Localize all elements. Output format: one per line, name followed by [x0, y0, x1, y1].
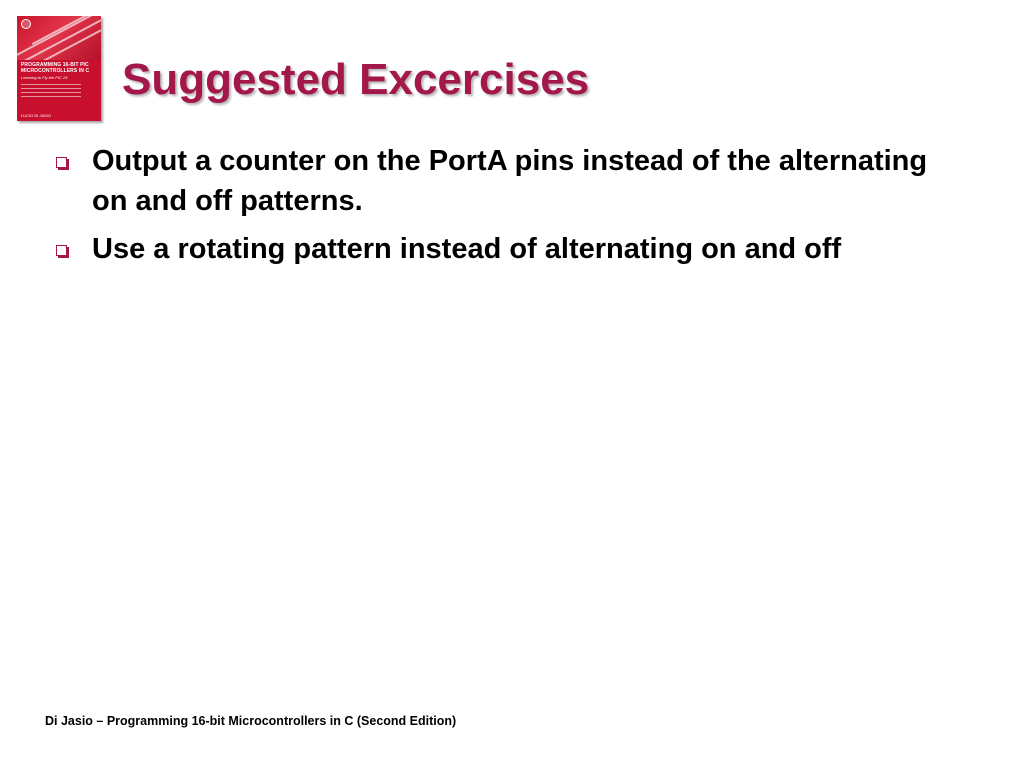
book-text-lines [21, 84, 81, 100]
hollow-square-bullet-icon [56, 245, 67, 256]
book-cover-graphic [17, 16, 101, 60]
list-item [54, 141, 934, 221]
book-cover-image [17, 16, 101, 121]
book-cover-body [17, 60, 101, 121]
slide-footer: Di Jasio – Programming 16-bit Microcontrollers in C (Second Edition) [45, 714, 457, 728]
bullet-text: Output a counter on the PortA pins instead of the alternating on and off patterns. [92, 145, 928, 217]
book-subtitle: Learning to Fly the PIC 24 [21, 75, 68, 80]
hollow-square-bullet-icon [56, 157, 67, 168]
list-item [54, 229, 934, 269]
book-title: PROGRAMMING 16-BIT PIC MICROCONTROLLERS IN C [21, 62, 90, 74]
book-author: LUCIO DI JASIO [21, 113, 52, 118]
publisher-logo-icon [21, 19, 31, 29]
bullet-list [54, 141, 934, 277]
bullet-text: Use a rotating pattern instead of alternating on and off [92, 233, 842, 265]
slide-title: Suggested Excercises [122, 55, 590, 104]
